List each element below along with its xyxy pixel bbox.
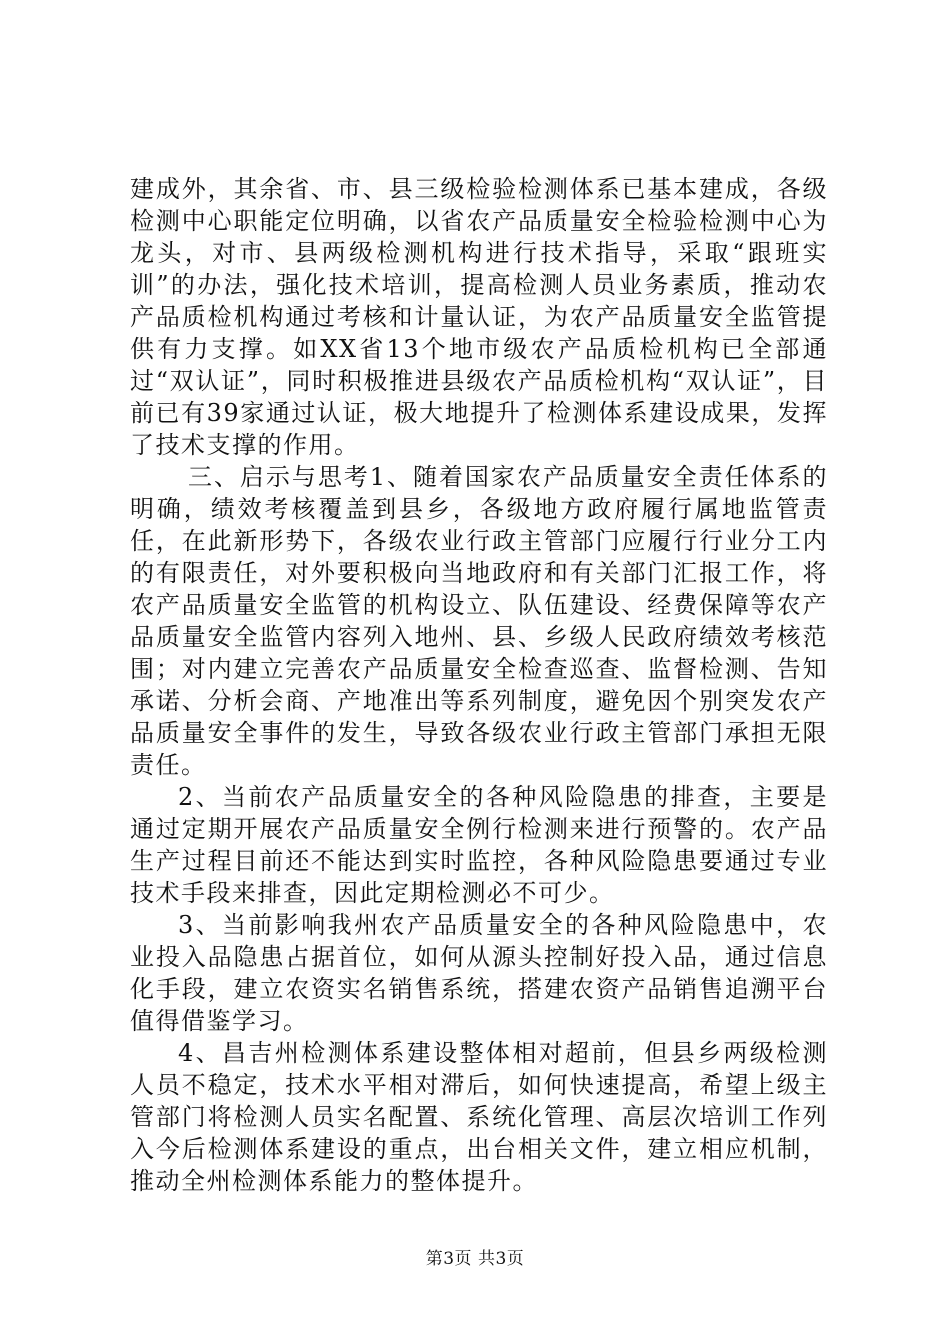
page-footer: 第3页 共3页 [425, 1249, 525, 1269]
paragraph-section-three: 三、启示与思考1、随着国家农产品质量安全责任体系的明确，绩效考核覆盖到县乡，各级地方政府履行属地监管责任，在此新形势下，各级农业行政主管部门应履行行业分工内的有限责任，对外要积极向当地政府和有关部门汇报工作，将农产品质量安全监管的机构设立、队伍建设、经费保障等农产品质量安全监管内容列入地州、县、乡级人民政府绩效考核范围；对内建立完善农产品质量安全检查巡查、监督检测、告知承诺、分析会商、产地准出等系列制度，避免因个别突发农产品质量安全事件的发生，导致各级农业行政主管部门承担无限责任。 [130, 463, 828, 779]
paragraph-item-2: 2、当前农产品质量安全的各种风险隐患的排查，主要是通过定期开展农产品质量安全例行检测来进行预警的。农产品生产过程目前还不能达到实时监控，各种风险隐患要通过专业技术手段来排查，因此定期检测必不可少。 [130, 783, 828, 907]
paragraph-item-3: 3、当前影响我州农产品质量安全的各种风险隐患中，农业投入品隐患占据首位，如何从源头控制好投入品，通过信息化手段，建立农资实名销售系统，搭建农资产品销售追溯平台值得借鉴学习。 [130, 911, 828, 1035]
paragraph-continuation: 建成外，其余省、市、县三级检验检测体系已基本建成，各级检测中心职能定位明确，以省农产品质量安全检验检测中心为龙头，对市、县两级检测机构进行技术指导，采取“跟班实训”的办法，强化技术培训，提高检测人员业务素质，推动农产品质检机构通过考核和计量认证，为农产品质量安全监管提供有力支撑。如XX省13个地市级农产品质检机构已全部通过“双认证”，同时积极推进县级农产品质检机构“双认证”，目前已有39家通过认证，极大地提升了检测体系建设成果，发挥了技术支撑的作用。 [130, 175, 828, 459]
document-body [130, 173, 828, 1197]
paragraph-item-4: 4、昌吉州检测体系建设整体相对超前，但县乡两级检测人员不稳定，技术水平相对滞后，如何快速提高，希望上级主管部门将检测人员实名配置、系统化管理、高层次培训工作列入今后检测体系建设的重点，出台相关文件，建立相应机制，推动全州检测体系能力的整体提升。 [130, 1039, 828, 1195]
